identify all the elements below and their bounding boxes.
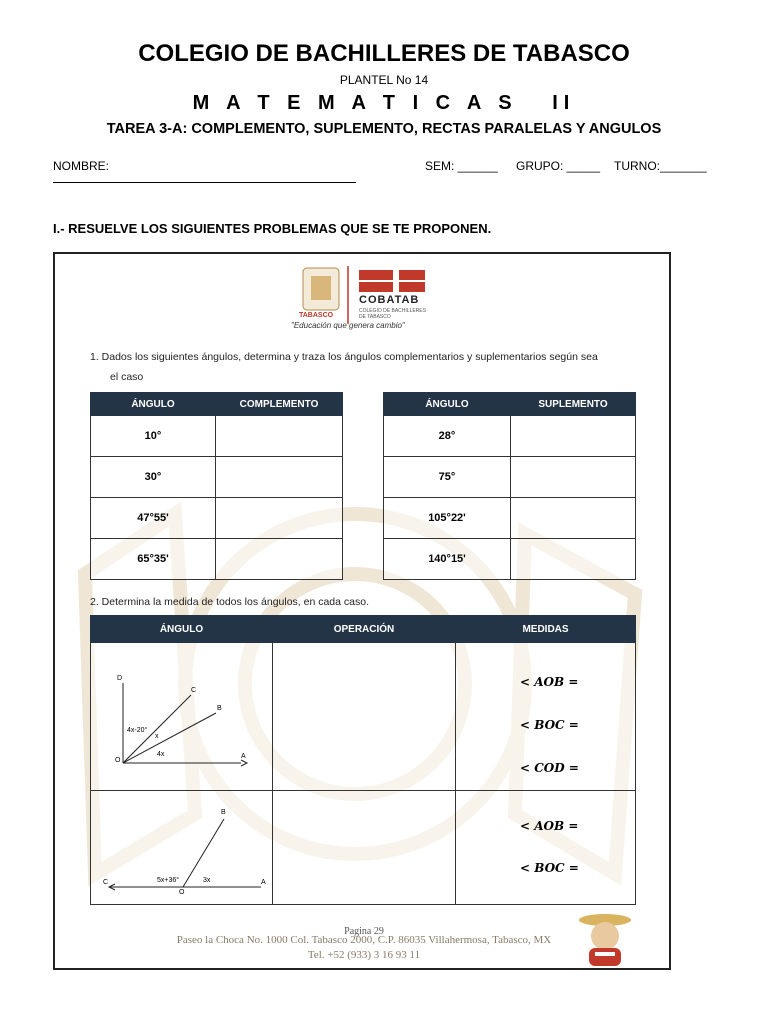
instruction-heading: I.- RESUELVE LOS SIGUIENTES PROBLEMAS QUE SE TE PROPONEN. [53, 221, 492, 236]
supplement-table [383, 392, 636, 580]
angle-cell: 65°35' [91, 539, 216, 580]
measures-cell-2 [456, 791, 636, 905]
angle-figure-1-icon [91, 643, 271, 787]
point-a-label: A [261, 879, 266, 886]
turno-label: TURNO:_______ [614, 159, 707, 173]
angle-cell: 28° [384, 416, 511, 457]
logo-cobatab-subtext: COLEGIO DE BACHILLERES DE TABASCO [359, 308, 426, 320]
angle-cell: 75° [384, 457, 511, 498]
measure-boc: < BOC = [520, 718, 579, 732]
question-1-text: 1. Dados los siguientes ángulos, determina y traza los ángulos complementarios y suplementarios según sea [90, 351, 598, 363]
measure-aob: < AOB = [520, 819, 579, 833]
angle-cell: 47°55' [91, 498, 216, 539]
header-angulo: ÁNGULO [384, 393, 511, 416]
answer-cell[interactable] [511, 498, 636, 539]
logo-tabasco-text: TABASCO [299, 312, 334, 319]
angle-label-1: 5x+36° [157, 877, 180, 884]
name-underline [53, 170, 356, 183]
point-a-label: A [241, 753, 246, 760]
point-d-label: D [117, 675, 123, 682]
slogan-text: "Educación que genera cambio" [291, 321, 405, 330]
angle-cell: 30° [91, 457, 216, 498]
grupo-label: GRUPO: _____ [516, 159, 601, 173]
question-2-text: 2. Determina la medida de todos los ángulos, en cada caso. [90, 596, 370, 608]
figure-cell-2 [91, 791, 273, 905]
angle-label-3: 4x [157, 751, 165, 758]
header-angulo: ÁNGULO [91, 393, 216, 416]
answer-cell[interactable] [216, 539, 343, 580]
point-o-label: O [115, 757, 121, 764]
angle-cell: 140°15' [384, 539, 511, 580]
answer-cell[interactable] [216, 498, 343, 539]
point-c-label: C [191, 687, 197, 694]
measure-aob: < AOB = [520, 675, 579, 689]
angle-label-2: x [155, 733, 159, 740]
worksheet-frame [53, 252, 671, 970]
angles-table [90, 615, 636, 905]
angle-label-2: 3x [203, 877, 211, 884]
header-suplemento: SUPLEMENTO [511, 393, 636, 416]
question-1-text-cont: el caso [110, 371, 144, 383]
header-operacion: OPERACIÓN [273, 616, 456, 643]
answer-cell[interactable] [511, 539, 636, 580]
point-o-label: O [179, 889, 185, 896]
measure-cod: < COD = [520, 761, 579, 775]
point-b-label: B [217, 705, 222, 712]
complement-table [90, 392, 343, 580]
logo-area [55, 264, 671, 334]
document-title: COLEGIO DE BACHILLERES DE TABASCO [138, 40, 630, 67]
point-c-label: C [103, 879, 109, 886]
footer-phone: Tel. +52 (933) 3 16 93 11 [307, 949, 421, 961]
answer-cell[interactable] [511, 416, 636, 457]
assignment-title: TAREA 3-A: COMPLEMENTO, SUPLEMENTO, RECTAS PARALELAS Y ANGULOS [106, 121, 662, 137]
subject-title: M A T E M A T I C A S II [192, 92, 576, 114]
header-complemento: COMPLEMENTO [216, 393, 343, 416]
answer-cell[interactable] [216, 416, 343, 457]
figure-cell-1 [91, 643, 273, 791]
point-b-label: B [221, 809, 226, 816]
sem-label: SEM: ______ [425, 159, 498, 173]
angle-cell: 105°22' [384, 498, 511, 539]
header-medidas: MEDIDAS [456, 616, 636, 643]
measures-cell-1 [456, 643, 636, 791]
operation-cell-2[interactable] [273, 791, 456, 905]
plantel-label: PLANTEL No 14 [339, 73, 429, 87]
answer-cell[interactable] [216, 457, 343, 498]
operation-cell-1[interactable] [273, 643, 456, 791]
nombre-label: NOMBRE: [53, 159, 110, 173]
angle-figure-2-icon [91, 791, 271, 903]
logo-cobatab-text: COBATAB [359, 294, 420, 306]
angle-cell: 10° [91, 416, 216, 457]
footer-address: Paseo la Choca No. 1000 Col. Tabasco 2000, C.P. 86035 Villahermosa, Tabasco, MX [176, 934, 552, 946]
answer-cell[interactable] [511, 457, 636, 498]
measure-boc: < BOC = [520, 861, 579, 875]
header-angulo: ÁNGULO [91, 616, 273, 643]
angle-label-1: 4x-20° [127, 727, 148, 734]
page-number: Pagina 29 [344, 926, 384, 937]
